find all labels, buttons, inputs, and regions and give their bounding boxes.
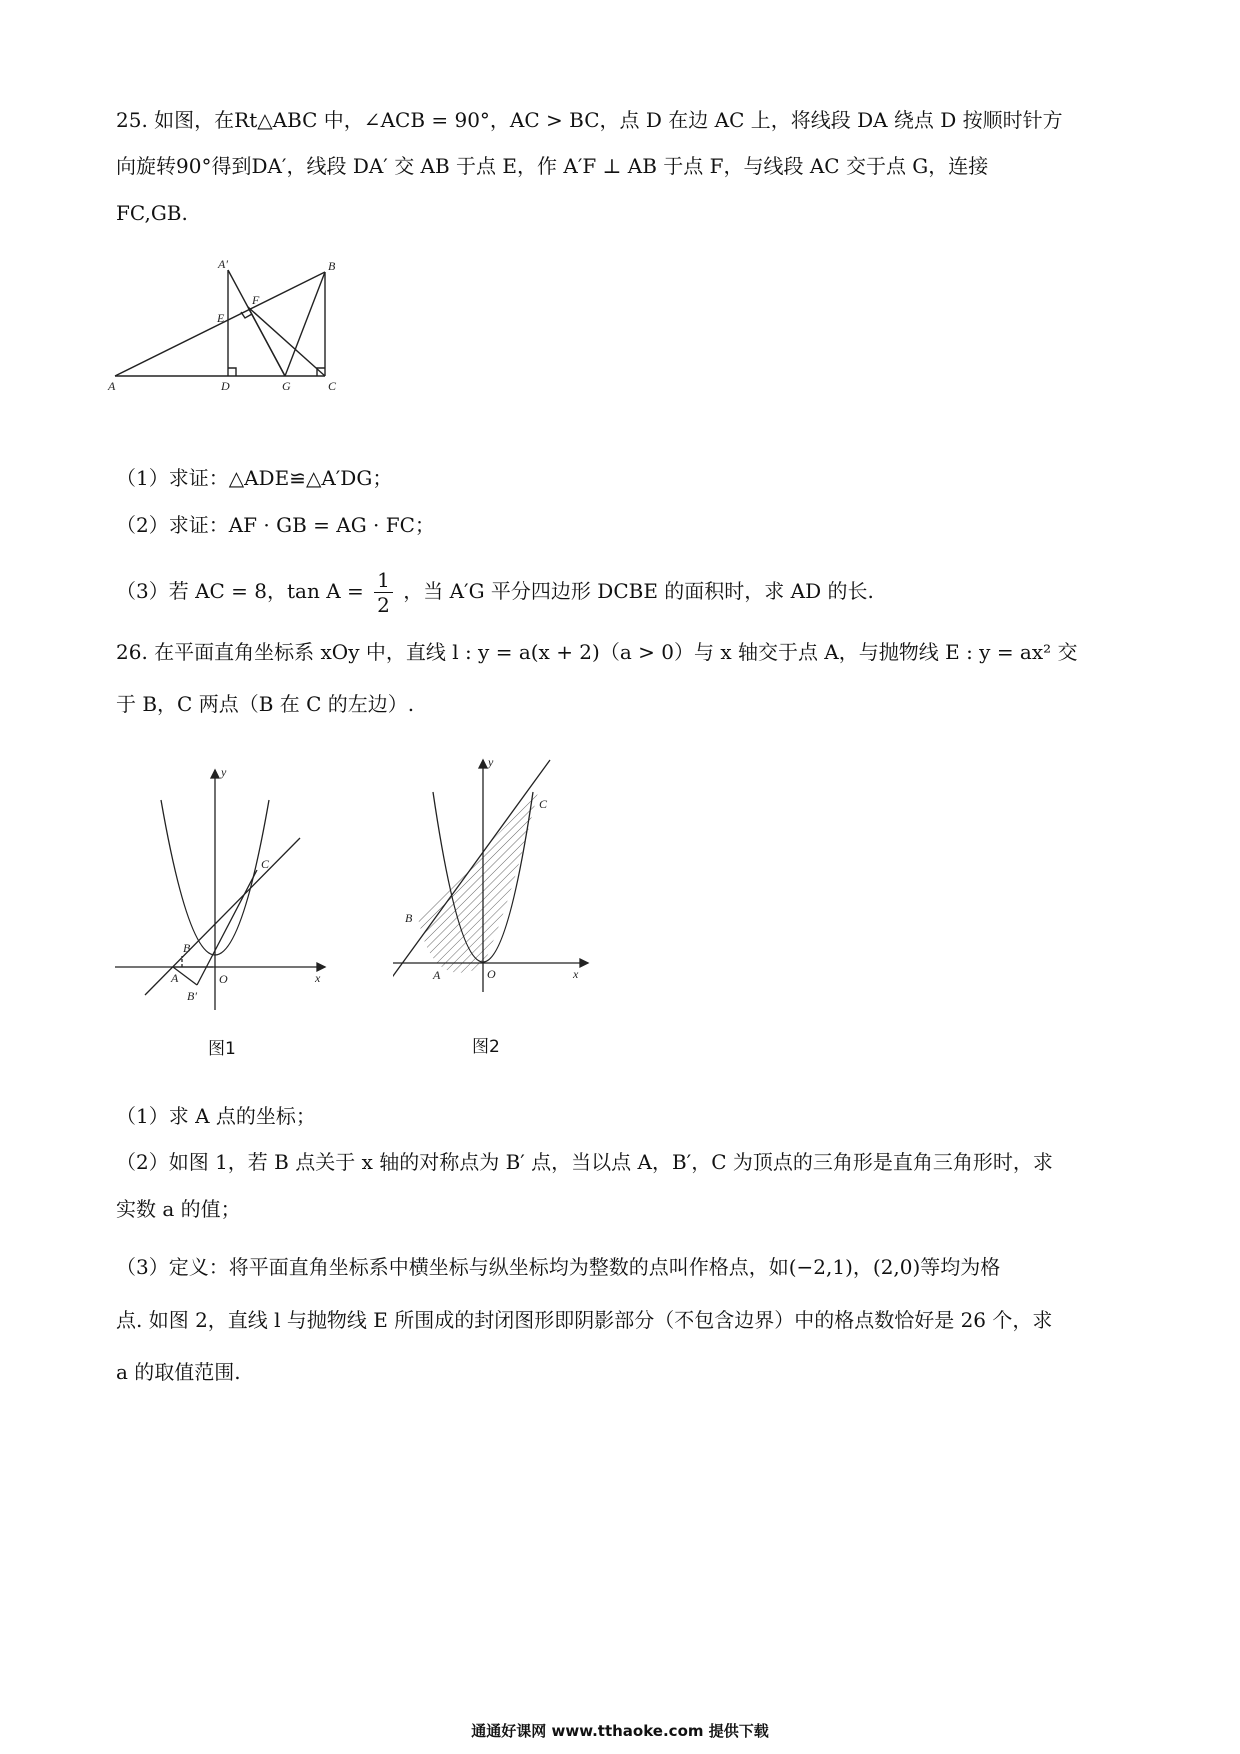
q25-sub-1: （1）求证：△ADE≌△A′DG； [116, 466, 393, 490]
fig1-label-x: x [315, 971, 321, 985]
label-b: B [328, 259, 336, 273]
page-footer: 通通好课网 www.tthaoke.com 提供下载 [471, 1722, 769, 1740]
label-d: D [221, 379, 230, 393]
fig1-caption: 图1 [208, 1039, 236, 1059]
label-a: A [108, 379, 116, 393]
fig1-label-c: C [261, 857, 270, 871]
label-a-prime: A′ [218, 257, 228, 271]
fig2-label-b: B [405, 911, 413, 925]
q26-figure-2 [393, 752, 593, 997]
q25-line-3: FC,GB. [116, 201, 188, 225]
fig2-label-x: x [573, 967, 579, 981]
q26-line-2: 于 B，C 两点（B 在 C 的左边）. [116, 692, 415, 716]
q26-line-1: 26. 在平面直角坐标系 xOy 中，直线 l : y = a(x + 2)（a > 0）与 x 轴交于点 A，与抛物线 E : y = ax² 交 [116, 640, 1078, 664]
q26-sub-2-line-1: （2）如图 1，若 B 点关于 x 轴的对称点为 B′ 点，当以点 A，B′，C 为顶点的三角形是直角三角形时，求 [116, 1150, 1053, 1174]
q26-sub-2-line-2: 实数 a 的值； [116, 1197, 241, 1221]
q25-sub-3: （3）若 AC = 8，tan A = $\frac{1}{2}$ ，当 A′G 平分四边形 DCBE 的面积时，求 AD 的长. [116, 568, 874, 617]
q25-line-1: 25. 如图，在Rt△ABC 中，∠ACB = 90°，AC > BC，点 D 在边 AC 上，将线段 DA 绕点 D 按顺时针方 [116, 108, 1063, 132]
fig2-label-a: A [433, 968, 441, 982]
q26-sub-1: （1）求 A 点的坐标； [116, 1104, 316, 1128]
q25-figure-triangle [100, 250, 360, 400]
fig1-label-b: B [183, 941, 191, 955]
fig2-label-c: C [539, 797, 548, 811]
fig1-label-o: O [219, 972, 228, 986]
label-c: C [328, 379, 337, 393]
q26-sub-3-line-2: 点. 如图 2，直线 l 与抛物线 E 所围成的封闭图形即阴影部分（不包含边界）中的格点数恰好是 26 个，求 [116, 1308, 1053, 1332]
fig2-label-y: y [488, 755, 494, 769]
label-g: G [282, 379, 291, 393]
q25-sub-2: （2）求证：AF · GB = AG · FC； [116, 513, 435, 537]
label-e: E [217, 311, 225, 325]
fig1-label-b-prime: B′ [187, 989, 197, 1003]
q26-sub-3-line-3: a 的取值范围. [116, 1360, 241, 1384]
label-f: F [252, 293, 260, 307]
fig1-label-y: y [221, 765, 227, 779]
q26-figure-1 [115, 760, 330, 1015]
fig2-caption: 图2 [472, 1037, 500, 1057]
fig1-label-a: A [171, 971, 179, 985]
q26-sub-3-line-1: （3）定义：将平面直角坐标系中横坐标与纵坐标均为整数的点叫作格点，如(−2,1)，(2,0)等均为格 [116, 1255, 1001, 1279]
q25-line-2: 向旋转90°得到DA′，线段 DA′ 交 AB 于点 E，作 A′F ⊥ AB 于点 F，与线段 AC 交于点 G，连接 [116, 154, 989, 178]
fig2-label-o: O [487, 967, 496, 981]
